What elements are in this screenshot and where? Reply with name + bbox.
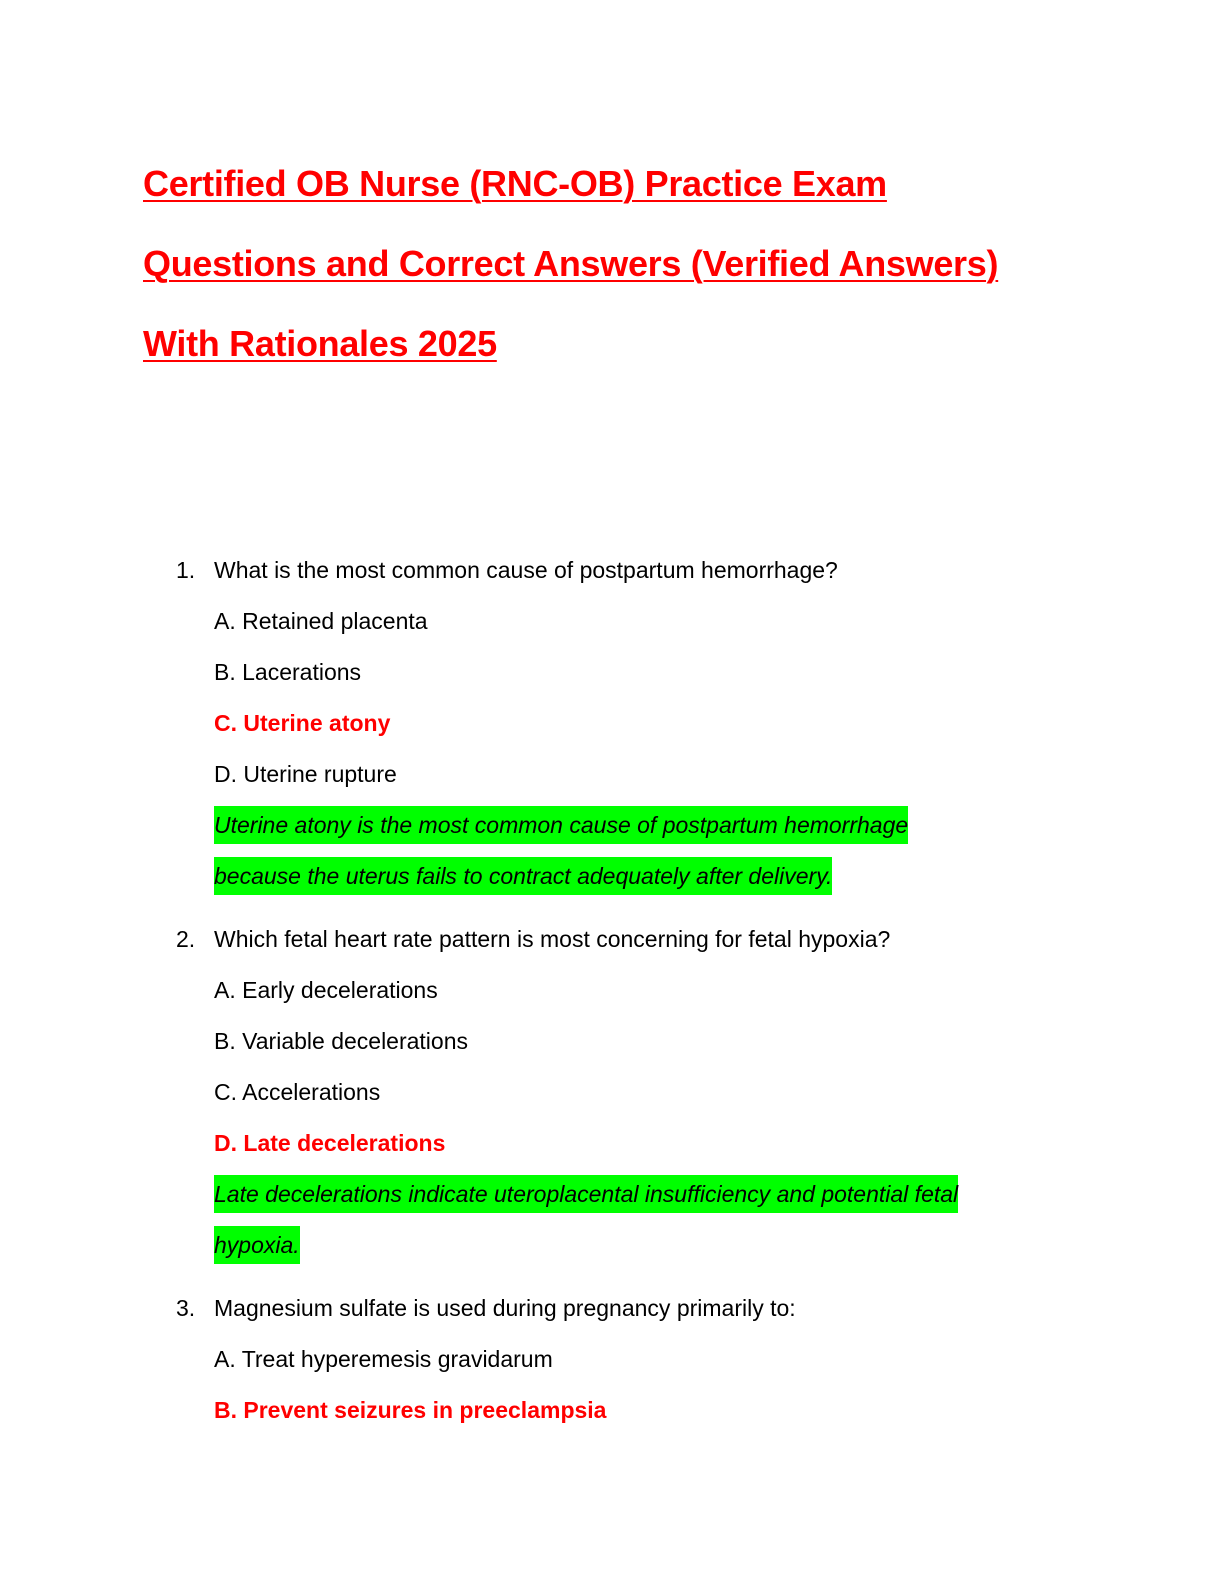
question-number: 3. — [176, 1295, 196, 1321]
answer-option: D. Uterine rupture — [214, 761, 397, 787]
answer-option: A. Retained placenta — [214, 608, 428, 634]
question-text: Which fetal heart rate pattern is most concerning for fetal hypoxia? — [214, 926, 891, 952]
question-text: What is the most common cause of postpartum hemorrhage? — [214, 557, 838, 583]
answer-option: A. Treat hyperemesis gravidarum — [214, 1346, 553, 1372]
question-2 — [176, 914, 1076, 1271]
correct-answer-option: D. Late decelerations — [214, 1130, 446, 1156]
question-list — [176, 545, 1076, 1448]
document-title — [143, 144, 1103, 384]
title-line-1: Certified OB Nurse (RNC-OB) Practice Exam — [143, 163, 887, 204]
answer-option: A. Early decelerations — [214, 977, 438, 1003]
rationale-line: Uterine atony is the most common cause of postpartum hemorrhage — [214, 806, 908, 844]
question-stem — [176, 914, 1076, 965]
question-stem — [176, 545, 1076, 596]
answer-option: C. Accelerations — [214, 1079, 381, 1105]
title-line-3: With Rationales 2025 — [143, 323, 497, 364]
question-number: 1. — [176, 557, 196, 583]
rationale-line: Late decelerations indicate uteroplacental insufficiency and potential fetal — [214, 1175, 958, 1213]
title-line-2: Questions and Correct Answers (Verified Answers) — [143, 243, 999, 284]
answer-option: B. Variable decelerations — [214, 1028, 468, 1054]
correct-answer-option: C. Uterine atony — [214, 710, 391, 736]
correct-answer-option: B. Prevent seizures in preeclampsia — [214, 1397, 607, 1423]
rationale-line: hypoxia. — [214, 1226, 300, 1264]
question-text: Magnesium sulfate is used during pregnancy primarily to: — [214, 1295, 796, 1321]
question-1 — [176, 545, 1076, 902]
answer-option: B. Lacerations — [214, 659, 362, 685]
question-number: 2. — [176, 926, 196, 952]
question-3 — [176, 1283, 1076, 1436]
question-stem — [176, 1283, 1076, 1334]
rationale-line: because the uterus fails to contract adequately after delivery. — [214, 857, 832, 895]
rationale — [176, 1169, 1054, 1271]
rationale — [176, 800, 1054, 902]
